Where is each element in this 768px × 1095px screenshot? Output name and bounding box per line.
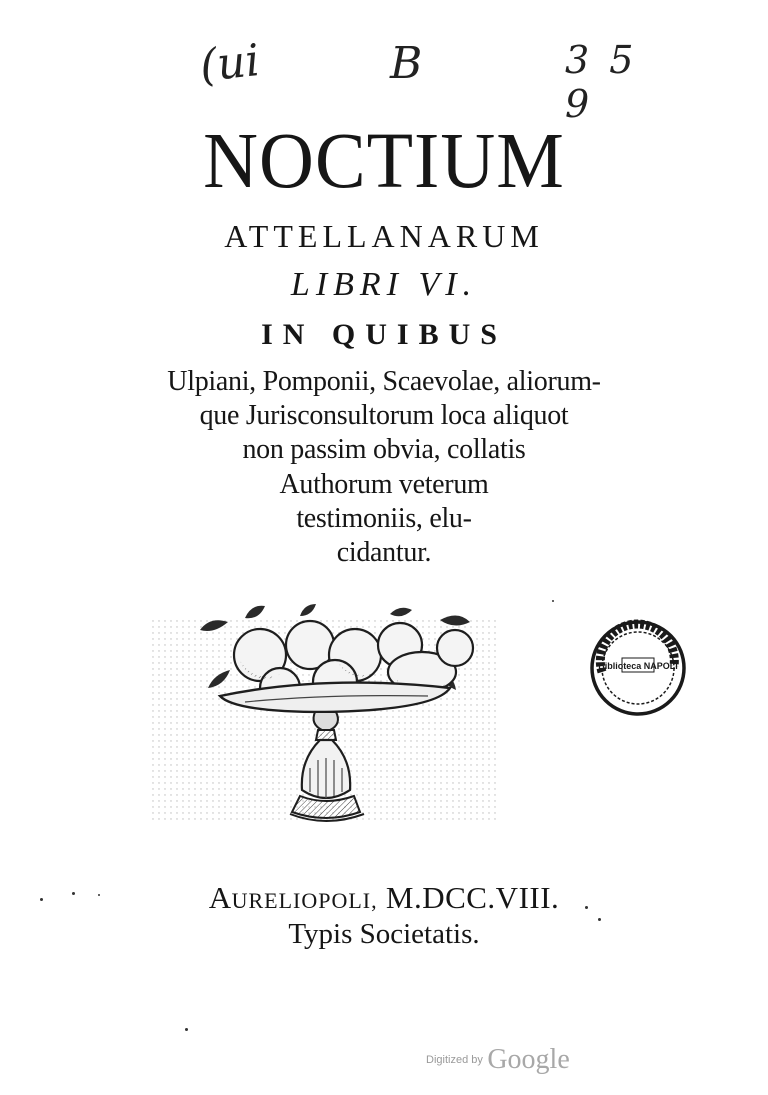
digitized-prefix: Digitized by — [426, 1054, 483, 1066]
description-line: non passim obvia, collatis — [242, 434, 526, 465]
imprint-place: URELIOPOLI, — [231, 888, 378, 913]
printer-line: Typis Societatis. — [288, 918, 480, 950]
ink-speck — [598, 918, 601, 921]
stamp-text: Biblioteca NAPOLI — [598, 661, 678, 671]
ink-speck — [40, 898, 43, 901]
description-line: Authorum veterum — [279, 469, 489, 500]
imprint-place-initial: A — [208, 880, 232, 915]
description-line: cidantur. — [336, 537, 432, 568]
book-title: NOCTIUM — [203, 116, 565, 206]
ink-speck — [185, 1028, 188, 1031]
shelfmark-part-1: (ui — [197, 35, 263, 92]
fruit-bowl-vignette — [150, 600, 500, 840]
description-line: Ulpiani, Pomponii, Scaevolae, aliorum- — [167, 366, 601, 397]
description-line: testimoniis, elu- — [296, 503, 472, 534]
ink-speck — [585, 906, 588, 909]
in-quibus-heading: IN QUIBUS — [261, 318, 507, 351]
handwritten-shelfmark — [197, 35, 680, 126]
description-line: que Jurisconsultorum loca aliquot — [199, 400, 569, 431]
imprint-line — [0, 880, 768, 916]
books-count: LIBRI VI. — [290, 266, 478, 303]
ink-speck — [72, 892, 75, 895]
shelfmark-part-2: B — [390, 38, 423, 89]
shelfmark-part-3: 3 5 9 — [565, 38, 638, 126]
ink-speck — [552, 600, 554, 602]
google-wordmark: Google — [487, 1044, 570, 1075]
digitized-by-google-watermark — [426, 1044, 570, 1076]
imprint-year: M.DCC.VIII. — [385, 880, 560, 915]
library-stamp — [588, 618, 688, 718]
ink-speck — [98, 894, 100, 896]
book-subtitle: ATTELLANARUM — [224, 218, 544, 254]
